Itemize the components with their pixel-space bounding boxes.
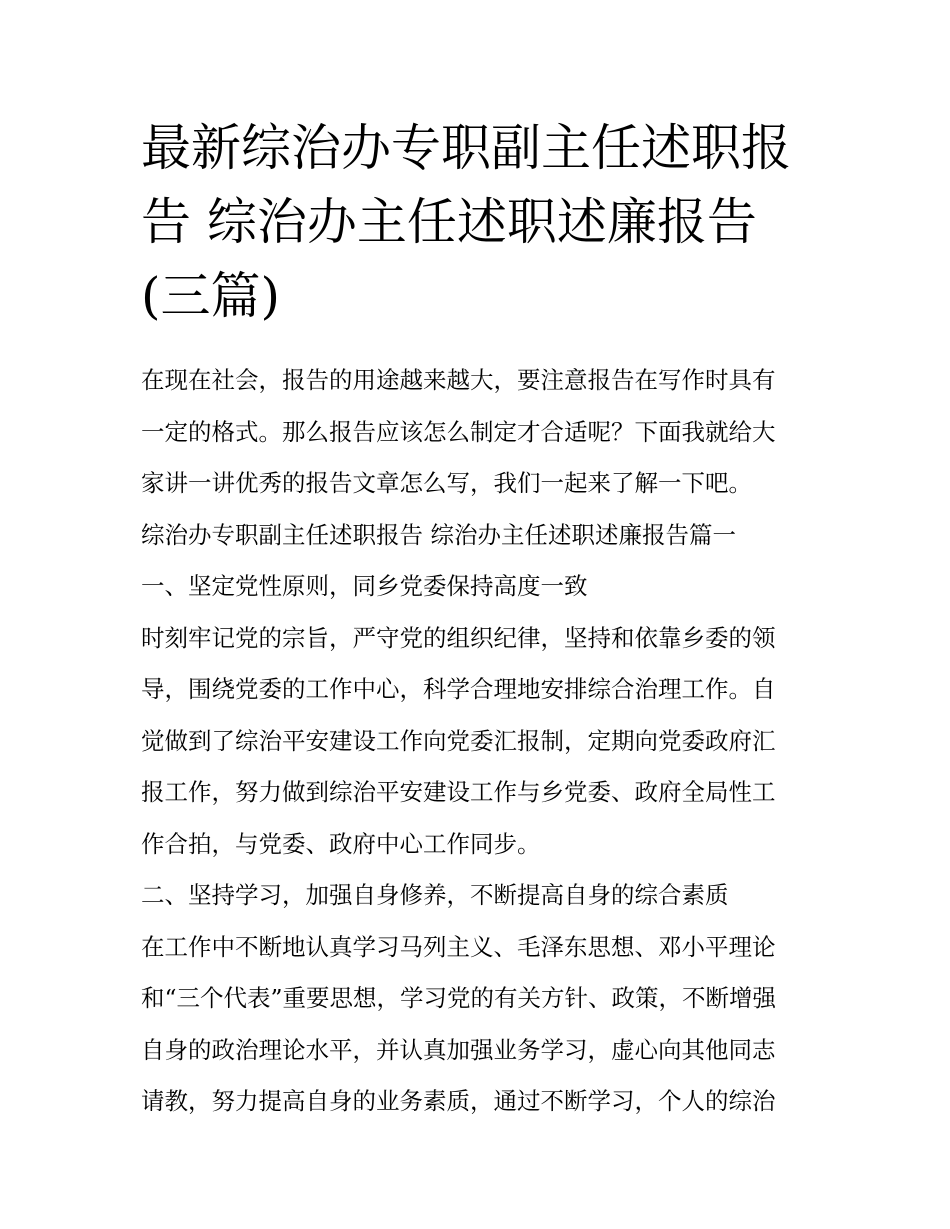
title-line: (三篇) [141, 267, 281, 325]
text-line: 时刻牢记党的宗旨，严守党的组织纪律，坚持和依靠乡委的领 [141, 623, 776, 652]
text-line: 家讲一讲优秀的报告文章怎么写，我们一起来了解一下吧。 [141, 469, 752, 497]
document-title [141, 111, 821, 333]
text-line: 导，围绕党委的工作中心，科学合理地安排综合治理工作。自 [141, 675, 776, 703]
text-line: 二、坚持学习，加强自身修养，不断提高自身的综合素质 [141, 881, 729, 909]
text-line: 和“三个代表”重要思想，学习党的有关方针、政策，不断增强 [141, 984, 777, 1012]
document-body [141, 355, 821, 1128]
text-line: 觉做到了综治平安建设工作向党委汇报制，定期向党委政府汇 [141, 726, 776, 755]
subsection-heading [141, 561, 821, 613]
text-line: 一、坚定党性原则，同乡党委保持高度一致 [141, 572, 588, 600]
section-heading [141, 510, 821, 562]
text-line: 报工作，努力做到综治平安建设工作与乡党委、政府全局性工 [141, 778, 776, 806]
subsection-heading [141, 870, 821, 922]
text-line: 在工作中不断地认真学习马列主义、毛泽东思想、邓小平理论 [141, 932, 776, 961]
text-line: 一定的格式。那么报告应该怎么制定才合适呢？下面我就给大 [141, 417, 776, 446]
intro-paragraph [141, 355, 821, 510]
title-line: 告 综治办主任述职述廉报告 [141, 193, 757, 251]
text-line: 自身的政治理论水平，并认真加强业务学习，虚心向其他同志 [141, 1035, 776, 1064]
body-paragraph [141, 613, 821, 871]
body-paragraph [141, 922, 821, 1128]
text-line: 请教，努力提高自身的业务素质，通过不断学习，个人的综治 [141, 1087, 776, 1115]
text-line: 综治办专职副主任述职报告 综治办主任述职述廉报告篇一 [141, 520, 736, 549]
text-line: 作合拍，与党委、政府中心工作同步。 [141, 829, 541, 858]
text-line: 在现在社会，报告的用途越来越大，要注意报告在写作时具有 [141, 366, 776, 394]
title-line: 最新综治办专职副主任述职报 [141, 119, 791, 177]
